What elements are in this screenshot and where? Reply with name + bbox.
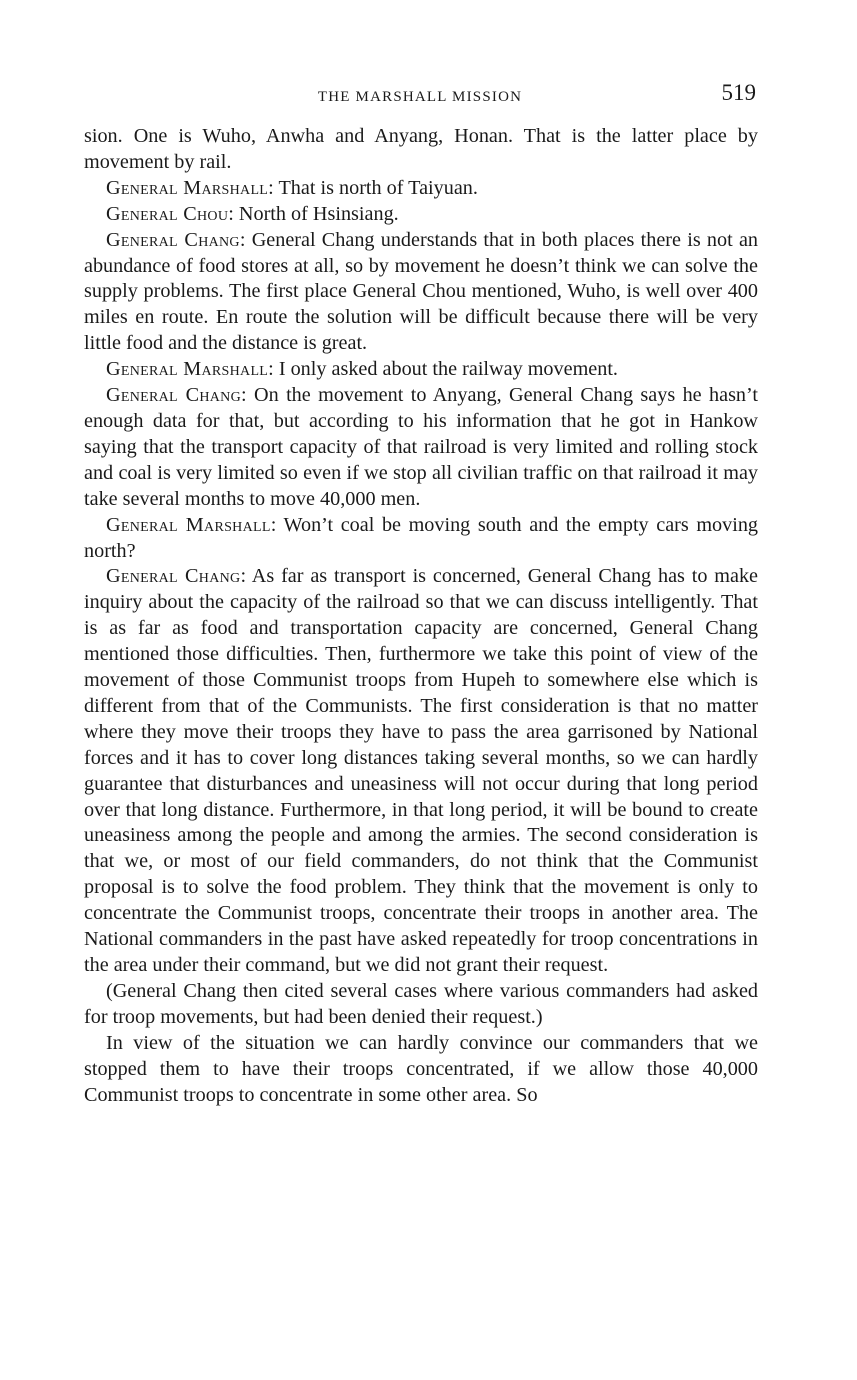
paragraph xyxy=(84,979,758,1031)
paragraph: General Chang: General Chang understands that in both places there is not an abundance of food stores at all, so by movement he doesn’t think we can solve the supply problems. The first place General Chou mentioned, Wuho, is well over 400 miles en route. En route the solution will be difficult because there will be very little food and the distance is great. xyxy=(84,228,758,355)
paragraph-text: That is north of Taiyuan. xyxy=(278,176,478,199)
paragraph-text: sion. One is Wuho, Anwha and Anyang, Honan. That is the latter place by movement by rail. xyxy=(84,125,758,173)
speaker-name: General Chou xyxy=(106,202,229,225)
paragraph xyxy=(84,124,758,176)
paragraph-text: As far as transport is concerned, General Chang has to make inquiry about the capacity of the railroad so that we can discuss intelligently. That is as far as food and transportation capacity are concerned, General Chang mentioned those difficulties. Then, furthermore we take this point of view of the movement of those Communist troops from Hupeh to somewhere else which is different from that of the Communists. The first consideration is that no matter where they move their troops they have to pass the area garrisoned by National forces and it has to cover long distances taking several months, so we can hardly guarantee that disturbances and uneasiness will not occur during that long period over that long distance. Furthermore, in that long period, it will be bound to create uneasiness among the people and among the armies. The second consideration is that we, or most of our field commanders, do not think that the Communist proposal is to solve the food problem. They think that the movement is only to concentrate the Communist troops, concentrate their troops in another area. The National commanders in the past have asked repeatedly for troop concentrations in the area under their command, but we did not grant their request. xyxy=(84,565,758,976)
paragraph-text: On the movement to Anyang, General Chang says he hasn’t enough data for that, but according to his information that he got in Hankow saying that the transport capacity of that railroad is very limited and rolling stock and coal is very limited so even if we stop all civilian traffic on that railroad it may take several months to move 40,000 men. xyxy=(84,384,758,510)
speaker-name: General Marshall xyxy=(106,176,269,199)
paragraph: General Marshall: I only asked about the railway movement. xyxy=(106,358,618,381)
paragraph: General Marshall: That is north of Taiyuan. xyxy=(106,176,478,199)
speaker-name: General Marshall xyxy=(106,358,269,381)
page-header xyxy=(84,80,756,114)
paragraph-text: In view of the situation we can hardly convince our commanders that we stopped them to have their troops concentrated, if we allow those 40,000 Communist troops to concentrate in some other area. So xyxy=(84,1031,758,1106)
paragraph-text: I only asked about the railway movement. xyxy=(278,358,618,381)
speaker-name: General Marshall xyxy=(106,513,271,536)
paragraph-text: North of Hsinsiang. xyxy=(238,202,399,225)
speaker-name: General Chang xyxy=(106,228,240,251)
paragraph: General Chang: As far as transport is concerned, General Chang has to make inquiry about the capacity of the railroad so that we can discuss intelligently. That is as far as food and transportation capacity are concerned, General Chang mentioned those difficulties. Then, furthermore we take this point of view of the movement of those Communist troops from Hupeh to somewhere else which is different from that of the Communists. The first consideration is that no matter where they move their troops they have to pass the area garrisoned by National forces and it has to cover long distances taking several months, so we can hardly guarantee that disturbances and uneasiness will not occur during that long period over that long distance. Furthermore, in that long period, it will be bound to create uneasiness among the people and among the armies. The second consideration is that we, or most of our field commanders, do not think that the Communist proposal is to solve the food problem. They think that the movement is only to concentrate the Communist troops, concentrate their troops in another area. The National commanders in the past have asked repeatedly for troop concentrations in the area under their command, but we did not grant their request. xyxy=(84,565,758,976)
paragraph-text: General Chang understands that in both places there is not an abundance of food stores at all, so by movement he doesn’t think we can solve the supply problems. The first place General Chou mentioned, Wuho, is well over 400 miles en route. En route the solution will be difficult because there will be very little food and the distance is great. xyxy=(84,228,758,355)
running-head: THE MARSHALL MISSION xyxy=(317,89,523,105)
speaker-name: General Chang xyxy=(106,565,241,588)
paragraph: General Chang: On the movement to Anyang, General Chang says he hasn’t enough data for that, but according to his information that he got in Hankow saying that the transport capacity of that railroad is very limited and rolling stock and coal is very limited so even if we stop all civilian traffic on that railroad it may take several months to move 40,000 men. xyxy=(84,384,758,510)
page-body xyxy=(84,124,758,1108)
paragraph-text: (General Chang then cited several cases where various commanders had asked for troop movements, but had been denied their request.) xyxy=(84,979,758,1028)
paragraph-text: Won’t coal be moving south and the empty cars moving north? xyxy=(84,513,759,562)
page-number: 519 xyxy=(721,80,756,105)
speaker-name: General Chang xyxy=(106,384,241,407)
paragraph xyxy=(84,1031,758,1109)
paragraph: General Marshall: Won’t coal be moving south and the empty cars moving north? xyxy=(84,513,759,562)
paragraph: General Chou: North of Hsinsiang. xyxy=(106,202,399,225)
